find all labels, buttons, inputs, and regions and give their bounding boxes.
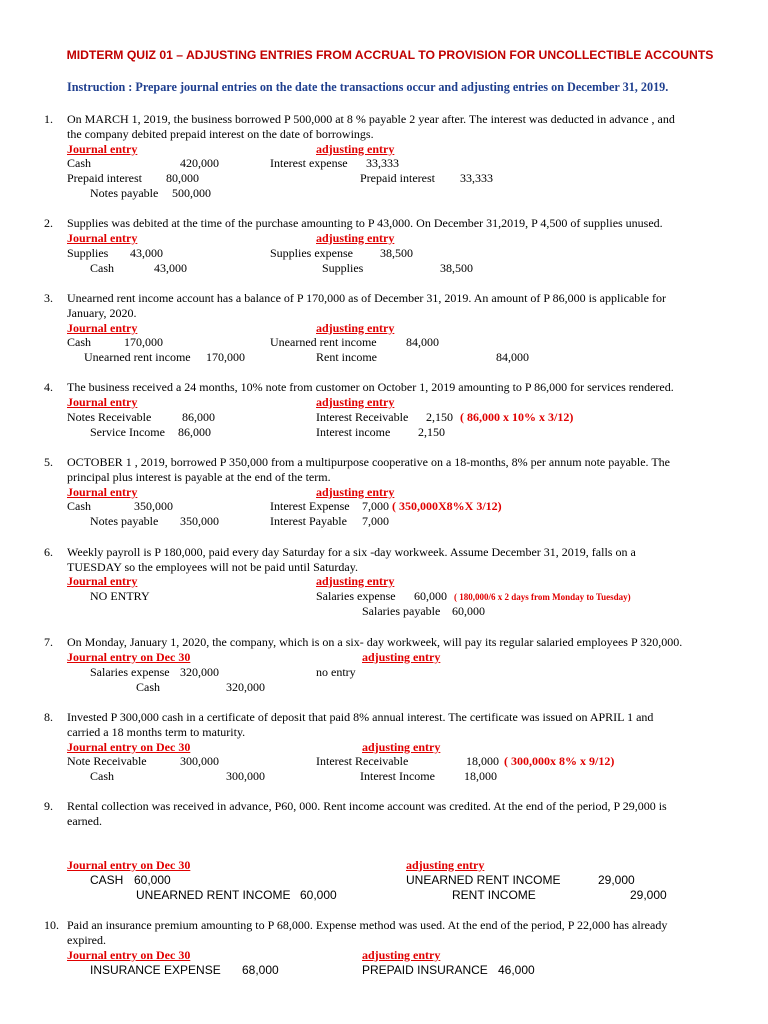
- entry-amount: 60,000: [452, 604, 485, 618]
- question-text: the company debited prepaid interest on the date of borrowings.: [67, 127, 374, 141]
- item-number: 7.: [44, 635, 53, 649]
- entry-amount: 420,000: [180, 156, 219, 170]
- question-text: On MARCH 1, 2019, the business borrowed P 500,000 at 8 % payable 2 year after. The interest was deducted in advance , and: [67, 112, 675, 126]
- entry-amount: 500,000: [172, 186, 211, 200]
- computation-note: ( 350,000X8%X 3/12): [392, 499, 502, 513]
- computation-note: ( 180,000/6 x 2 days from Monday to Tuesday): [454, 592, 631, 602]
- instruction: Instruction : Prepare journal entries on the date the transactions occur and adjusting entries on December 31, 2019.: [67, 80, 669, 94]
- computation-note: ( 300,000x 8% x 9/12): [504, 754, 615, 768]
- entry-amount: 80,000: [166, 171, 199, 185]
- adjusting-entry-header: adjusting entry: [316, 231, 395, 245]
- entry-amount: 2,150: [418, 425, 445, 439]
- journal-entry-header: Journal entry: [67, 142, 138, 156]
- entry-amount: 84,000: [406, 335, 439, 349]
- entry-account: Interest expense: [270, 156, 348, 170]
- entry-account: Interest Receivable: [316, 754, 409, 768]
- item-number: 9.: [44, 799, 53, 813]
- entry-amount: 86,000: [182, 410, 215, 424]
- entry-account: Interest Expense: [270, 499, 350, 513]
- question-text: Rental collection was received in advance, P60, 000. Rent income account was credited. At the end of the period, P 29,000 is: [67, 799, 667, 813]
- journal-entry-header: Journal entry: [67, 485, 138, 499]
- entry-account: Unearned rent income: [270, 335, 377, 349]
- question-text: expired.: [67, 933, 106, 947]
- entry-amount: 84,000: [496, 350, 529, 364]
- entry-account: Supplies expense: [270, 246, 353, 260]
- question-text: principal plus interest is payable at the end of the term.: [67, 470, 331, 484]
- adjusting-entry-header: adjusting entry: [316, 485, 395, 499]
- entry-amount: 300,000: [226, 769, 265, 783]
- entry-account: Prepaid interest: [67, 171, 142, 185]
- question-text: OCTOBER 1 , 2019, borrowed P 350,000 from a multipurpose cooperative on a 18-months, 8% per annum note payable. The: [67, 455, 670, 469]
- question-text: The business received a 24 months, 10% note from customer on October 1, 2019 amounting to P 86,000 for services rendered.: [67, 380, 674, 394]
- item-number: 2.: [44, 216, 53, 230]
- item-number: 6.: [44, 545, 53, 559]
- journal-entry-header: Journal entry on Dec 30: [67, 740, 191, 754]
- adjusting-entry-header: adjusting entry: [316, 142, 395, 156]
- entry-account: Notes payable: [90, 186, 159, 200]
- question-text: Weekly payroll is P 180,000, paid every day Saturday for a six -day workweek. Assume December 31, 2019, falls on a: [67, 545, 636, 559]
- entry-amount: 60,000: [300, 888, 337, 902]
- entry-account: no entry: [316, 665, 356, 679]
- question-text: Invested P 300,000 cash in a certificate of deposit that paid 8% annual interest. The certificate was issued on APRIL 1 and: [67, 710, 654, 724]
- entry-amount: 7,000: [362, 499, 389, 513]
- question-text: Supplies was debited at the time of the purchase amounting to P 43,000. On December 31,2019, P 4,500 of supplies unused.: [67, 216, 663, 230]
- entry-account: Supplies: [67, 246, 109, 260]
- journal-entry-header: Journal entry: [67, 321, 138, 335]
- entry-account: Note Receivable: [67, 754, 147, 768]
- entry-account: Salaries expense: [316, 589, 396, 603]
- question-text: Unearned rent income account has a balance of P 170,000 as of December 31, 2019. An amount of P 86,000 is applicable for: [67, 291, 666, 305]
- entry-amount: 68,000: [242, 963, 279, 977]
- entry-amount: 29,000: [598, 873, 635, 887]
- adjusting-entry-header: adjusting entry: [316, 321, 395, 335]
- item-number: 4.: [44, 380, 53, 394]
- computation-note: ( 86,000 x 10% x 3/12): [460, 410, 574, 424]
- entry-account: Service Income: [90, 425, 165, 439]
- entry-amount: 350,000: [134, 499, 173, 513]
- entry-account: Cash: [67, 156, 91, 170]
- entry-amount: 300,000: [180, 754, 219, 768]
- entry-account: Interest Income: [360, 769, 435, 783]
- entry-account: Cash: [90, 769, 114, 783]
- question-text: carried a 18 months term to maturity.: [67, 725, 246, 739]
- entry-amount: 18,000: [466, 754, 499, 768]
- entry-amount: 7,000: [362, 514, 389, 528]
- entry-amount: 29,000: [630, 888, 667, 902]
- entry-amount: 43,000: [154, 261, 187, 275]
- adjusting-entry-header: adjusting entry: [362, 948, 441, 962]
- entry-amount: 18,000: [464, 769, 497, 783]
- entry-account: Notes payable: [90, 514, 159, 528]
- adjusting-entry-header: adjusting entry: [362, 740, 441, 754]
- item-number: 10.: [44, 918, 59, 932]
- question-text: earned.: [67, 814, 102, 828]
- entry-account: UNEARNED RENT INCOME: [136, 888, 291, 902]
- entry-account: Cash: [90, 261, 114, 275]
- entry-account: PREPAID INSURANCE: [362, 963, 488, 977]
- question-text: Paid an insurance premium amounting to P 68,000. Expense method was used. At the end of the period, P 22,000 has already: [67, 918, 668, 932]
- journal-entry-header: Journal entry on Dec 30: [67, 650, 191, 664]
- journal-entry-header: Journal entry on Dec 30: [67, 858, 191, 872]
- entry-amount: 86,000: [178, 425, 211, 439]
- adjusting-entry-header: adjusting entry: [316, 395, 395, 409]
- entry-account: Interest Payable: [270, 514, 347, 528]
- adjusting-entry-header: adjusting entry: [362, 650, 441, 664]
- entry-account: Unearned rent income: [84, 350, 191, 364]
- entry-account: NO ENTRY: [90, 589, 150, 603]
- entry-amount: 33,333: [460, 171, 493, 185]
- entry-account: Cash: [67, 499, 91, 513]
- entry-account: Rent income: [316, 350, 377, 364]
- entry-account: Salaries payable: [362, 604, 441, 618]
- adjusting-entry-header: adjusting entry: [316, 574, 395, 588]
- journal-entry-header: Journal entry: [67, 395, 138, 409]
- entry-amount: 43,000: [130, 246, 163, 260]
- entry-amount: 170,000: [206, 350, 245, 364]
- entry-account: Cash: [136, 680, 160, 694]
- entry-amount: 33,333: [366, 156, 399, 170]
- entry-account: INSURANCE EXPENSE: [90, 963, 221, 977]
- journal-entry-header: Journal entry on Dec 30: [67, 948, 191, 962]
- page-title: MIDTERM QUIZ 01 – ADJUSTING ENTRIES FROM ACCRUAL TO PROVISION FOR UNCOLLECTIBLE ACCOUNTS: [66, 48, 714, 62]
- question-text: On Monday, January 1, 2020, the company, which is on a six- day workweek, will pay its regular salaried employees P 320,000.: [67, 635, 683, 649]
- journal-entry-header: Journal entry: [67, 231, 138, 245]
- entry-account: CASH: [90, 873, 124, 887]
- entry-amount: 170,000: [124, 335, 163, 349]
- entry-account: UNEARNED RENT INCOME: [406, 873, 561, 887]
- entry-amount: 2,150: [426, 410, 453, 424]
- entry-account: Interest Receivable: [316, 410, 409, 424]
- entry-account: Interest income: [316, 425, 391, 439]
- entry-account: Prepaid interest: [360, 171, 435, 185]
- entry-amount: 60,000: [414, 589, 447, 603]
- entry-amount: 320,000: [180, 665, 219, 679]
- entry-account: Supplies: [322, 261, 364, 275]
- entry-amount: 350,000: [180, 514, 219, 528]
- question-text: TUESDAY so the employees will not be paid until Saturday.: [67, 560, 358, 574]
- entry-amount: 320,000: [226, 680, 265, 694]
- entry-account: Salaries expense: [90, 665, 170, 679]
- entry-account: Notes Receivable: [67, 410, 152, 424]
- journal-entry-header: Journal entry: [67, 574, 138, 588]
- question-text: January, 2020.: [67, 306, 137, 320]
- item-number: 3.: [44, 291, 53, 305]
- item-number: 1.: [44, 112, 53, 126]
- entry-amount: 38,500: [380, 246, 413, 260]
- entry-amount: 60,000: [134, 873, 171, 887]
- entry-amount: 46,000: [498, 963, 535, 977]
- item-number: 5.: [44, 455, 53, 469]
- entry-account: RENT INCOME: [452, 888, 536, 902]
- adjusting-entry-header: adjusting entry: [406, 858, 485, 872]
- entry-account: Cash: [67, 335, 91, 349]
- entry-amount: 38,500: [440, 261, 473, 275]
- item-number: 8.: [44, 710, 53, 724]
